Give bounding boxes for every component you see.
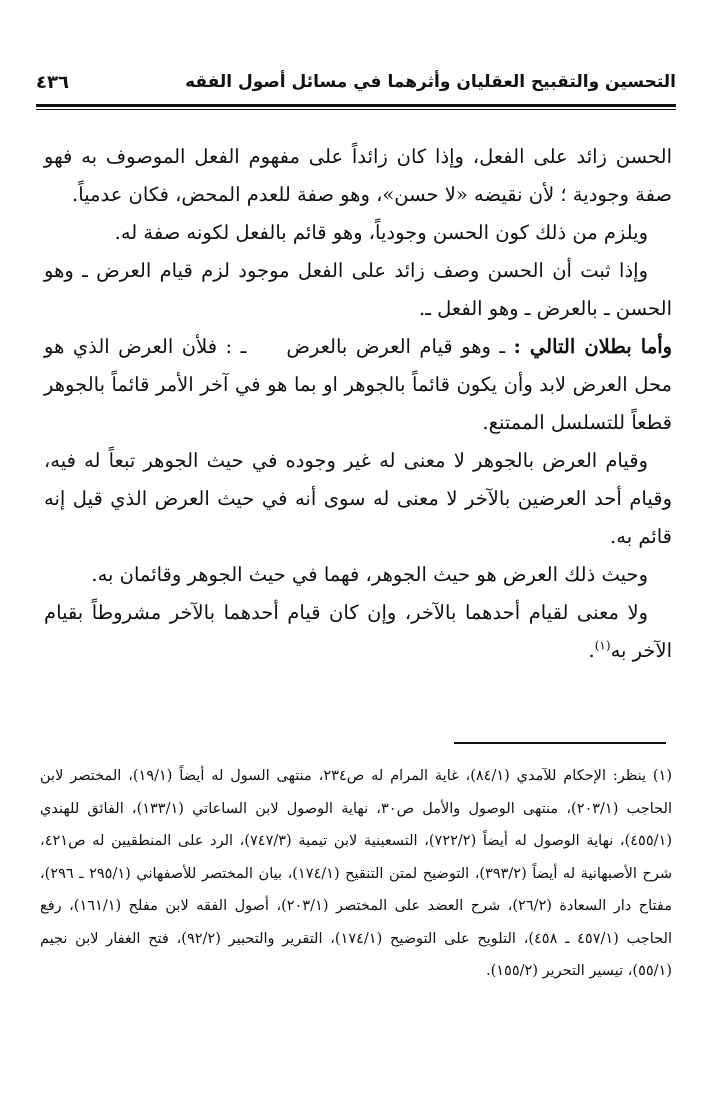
header-rule-thin [36, 109, 676, 110]
running-header [36, 62, 676, 102]
paragraph-4-rest: ـ : فلأن العرض الذي هو محل العرض لابد وأن يكون قائماً بالجوهر او بما هو في آخر الأمر قائماً بالجوهر قطعاً للتسلسل الممتنع. [44, 335, 672, 434]
paragraph-6: وحيث ذلك العرض هو حيث الجوهر، فهما في حيث الجوهر وقائمان به. [91, 563, 648, 586]
footnote-ref: (١) [594, 638, 611, 653]
paragraph-3: وإذا ثبت أن الحسن وصف زائد على الفعل موجود لزم قيام العرض ـ وهو الحسن ـ بالعرض ـ وهو الفعل ـ. [44, 259, 672, 320]
paragraph-2: ويلزم من ذلك كون الحسن وجودياً، وهو قائم بالفعل لكونه صفة له. [114, 221, 648, 244]
header-rule [36, 104, 676, 107]
paragraph-1: الحسن زائد على الفعل، وإذا كان زائداً على مفهوم الفعل الموصوف به فهو صفة وجودية ؛ لأن نقيضه «لا حسن»، وهو صفة للعدم المحض، فكان عدمياً. [44, 145, 672, 206]
section-lead: وأما بطلان التالي : [513, 335, 673, 358]
footnotes [40, 760, 672, 988]
paragraph-5: وقيام العرض بالجوهر لا معنى له غير وجوده في حيث الجوهر تبعاً له فيه، وقيام أحد العرضين بالآخر لا معنى له سوى أنه في حيث العرض الذي قيل إنه قائم به. [44, 449, 672, 548]
paragraph-4-mid: ـ وهو قيام العرض بالعرض [286, 335, 506, 358]
paragraph-4 [44, 328, 672, 442]
paragraph-7-end: . [588, 639, 595, 662]
paragraph-7 [44, 594, 672, 670]
main-text [44, 138, 672, 670]
page-number: ٤٣٦ [36, 71, 69, 93]
footnote-1: (١) ينظر: الإحكام للآمدي (٨٤/١)، غاية المرام له ص٢٣٤، منتهى السول له أيضاً (١٩/١)، المختصر لابن الحاجب (٢٠٣/١)، منتهى الوصول والأمل ص٣٠، نهاية الوصول لابن الساعاتي (١٣٣/١)، الفائق للهندي (٤٥٥/١)، نهاية الوصول له أيضاً (٧٢٢/٢)، التسعينية لابن تيمية (٧٤٧/٣)، الرد على المنطقيين له ص٤٢١، شرح الأصبهانية له أيضاً (٣٩٣/٢)، التوضيح لمتن التنقيح (١٧٤/١)، بيان المختصر للأصفهاني (٢٩٥/١ ـ ٢٩٦)، مفتاح دار السعادة (٢٦/٢)، شرح العضد على المختصر (٢٠٣/١)، أصول الفقه لابن مفلح (١٦١/١)، رفع الحاجب (٤٥٧/١ ـ ٤٥٨)، التلويح على التوضيح (١٧٤/١)، التقرير والتحبير (٩٢/٢)، فتح الغفار لابن نجيم (٥٥/١)، تيسير التحرير (١٥٥/٢). [40, 768, 673, 979]
paragraph-7-text: ولا معنى لقيام أحدهما بالآخر، وإن كان قيام أحدهما بالآخر مشروطاً بقيام الآخر به [44, 601, 672, 662]
header-title: التحسين والتقبيح العقليان وأثرهما في مسائل أصول الفقه [185, 72, 676, 92]
footnote-separator [454, 742, 666, 744]
